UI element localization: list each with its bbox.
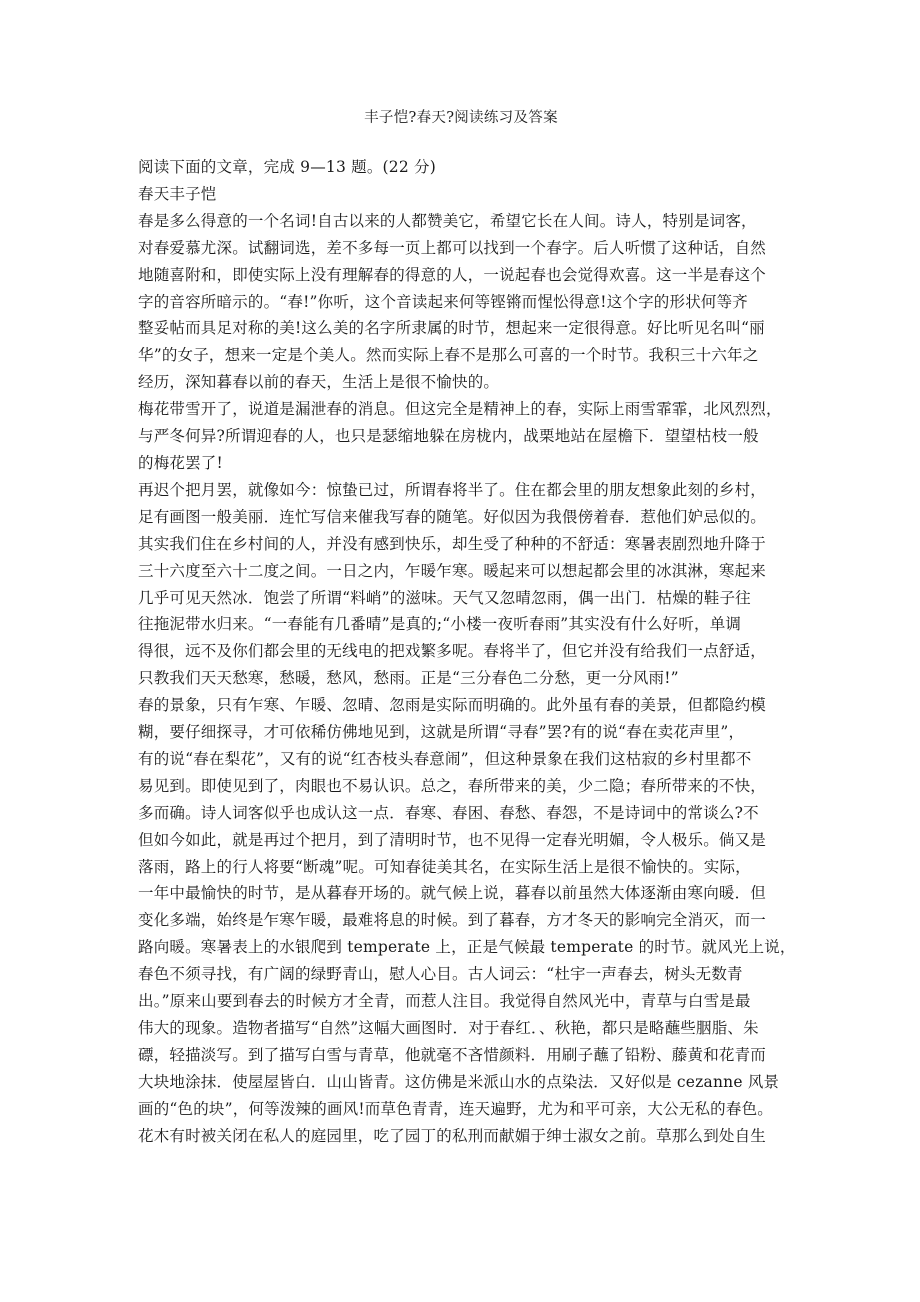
body-line: 伟大的现象。造物者描写“自然”这幅大画图时．对于春红．、秋艳，都只是略蘸些胭脂、朱 (138, 1019, 759, 1037)
body-line: 几乎可见天然冰．饱尝了所谓“料峭”的滋味。天气又忽晴忽雨，偶一出门．枯燥的鞋子往 (138, 588, 751, 607)
body-line: 往拖泥带水归来。“一春能有几番晴”是真的;“小楼一夜听春雨”其实没有什么好听，单调 (138, 615, 742, 634)
body-line: 大块地涂抹．使屋屋皆白．山山皆青。这仿佛是米派山水的点染法．又好似是 cezanne 风景 (138, 1072, 780, 1091)
body-line: 春色不须寻找，有广阔的绿野青山，慰人心目。古人词云：“杜宇一声春去，树头无数青 (138, 965, 743, 984)
body-line: 磦，轻描淡写。到了描写白雪与青草，他就毫不吝惜颜料．用刷子蘸了铅粉、藤黄和花青而 (138, 1045, 767, 1064)
body-line: 花木有时被关闭在私人的庭园里，吃了园丁的私刑而献媚于绅士淑女之前。草那么到处自生 (138, 1126, 767, 1145)
body-line: 华”的女子，想来一定是个美人。然而实际上春不是那么可喜的一个时节。我积三十六年之 (138, 346, 759, 365)
body-line: 落雨，路上的行人将要“断魂”呢。可知春徒美其名，在实际生活上是很不愉快的。实际， (138, 857, 751, 876)
body-line: 三十六度至六十二度之间。一日之内，乍暖乍寒。暖起来可以想起都会里的冰淇淋，寒起来 (138, 561, 767, 580)
body-line: 易见到。即使见到了，肉眼也不易认识。总之，春所带来的美，少二隐；春所带来的不快， (138, 776, 767, 795)
body-line: 春的景象，只有乍寒、乍暖、忽晴、忽雨是实际而明确的。此外虽有春的美景，但都隐约模 (138, 696, 767, 715)
body-line: 但如今如此，就是再过个把月，到了清明时节，也不见得一定春光明媚，令人极乐。倘又是 (138, 830, 767, 849)
document-page (138, 108, 796, 1150)
body-line: 经历，深知暮春以前的春天，生活上是很不愉快的。 (138, 373, 500, 392)
document-title: 丰子恺?春天?阅读练习及答案 (364, 110, 558, 126)
body-line: 足有画图一般美丽．连忙写信来催我写春的随笔。好似因为我偎傍着春．惹他们妒忌似的。 (138, 507, 767, 526)
body-line: 出。”原来山要到春去的时候方才全青，而惹人注目。我觉得自然风光中，青草与白雪是最 (138, 992, 751, 1011)
body-line: 路向暖。寒暑表上的水银爬到 temperate 上，正是气候最 temperate 的时节。就风光上说， (138, 938, 796, 957)
body-line: 对春爱慕尤深。试翻词选，差不多每一页上都可以找到一个春字。后人听惯了这种话，自然 (138, 238, 767, 257)
body-line: 梅花带雪开了，说道是漏泄春的消息。但这完全是精神上的春，实际上雨雪霏霏，北风烈烈， (138, 400, 782, 419)
body-line: 与严冬何异?所谓迎春的人，也只是瑟缩地躲在房栊内，战栗地站在屋檐下．望望枯枝一般 (138, 427, 759, 446)
article-heading: 春天丰子恺 (138, 184, 217, 203)
body-line: 变化多端，始终是乍寒乍暖，最难将息的时候。到了暮春，方才冬天的影响完全消灭，而一 (138, 911, 767, 930)
body-line: 多而确。诗人词客似乎也成认这一点．春寒、春困、春愁、春怨，不是诗词中的常谈么?不 (138, 803, 759, 822)
article-body (138, 208, 796, 1150)
body-line: 春是多么得意的一个名词!自古以来的人都赞美它，希望它长在人间。诗人，特别是词客， (138, 211, 757, 230)
body-line: 一年中最愉快的时节，是从暮春开场的。就气候上说，暮春以前虽然大体逐渐由寒向暖．但 (138, 884, 767, 903)
body-line: 画的“色的块”，何等泼辣的画风!而草色青青，连天遍野，尤为和平可亲，大公无私的春色。 (138, 1099, 773, 1118)
body-line: 糊，要仔细探寻，才可依稀仿佛地见到，这就是所谓“寻春”罢?有的说“春在卖花声里”， (138, 723, 745, 742)
body-line: 字的音容所暗示的。“春!”你听，这个音读起来何等铿锵而惺忪得意!这个字的形状何等齐 (138, 292, 749, 311)
body-line: 其实我们住在乡村间的人，并没有感到快乐，却生受了种种的不舒适：寒暑表剧烈地升降于 (138, 534, 767, 553)
body-line: 得很，远不及你们都会里的无线电的把戏繁多呢。春将半了，但它并没有给我们一点舒适， (138, 642, 767, 661)
body-line: 的梅花罢了! (138, 453, 223, 472)
body-line: 地随喜附和，即使实际上没有理解春的得意的人，一说起春也会觉得欢喜。这一半是春这个 (138, 265, 767, 284)
instruction-line: 阅读下面的文章，完成 9—13 题。(22 分) (138, 158, 436, 176)
body-line: 再迟个把月罢，就像如今：惊蛰已过，所谓春将半了。住在都会里的朋友想象此刻的乡村， (138, 480, 767, 499)
body-line: 只教我们天天愁寒，愁暖，愁风，愁雨。正是“三分春色二分愁，更一分风雨!” (138, 669, 679, 688)
body-line: 有的说“春在梨花”，又有的说“红杏枝头春意闹”，但这种景象在我们这枯寂的乡村里都不 (138, 749, 752, 768)
body-line: 整妥帖而具足对称的美!这么美的名字所隶属的时节，想起来一定很得意。好比听见名叫“丽 (138, 319, 765, 338)
